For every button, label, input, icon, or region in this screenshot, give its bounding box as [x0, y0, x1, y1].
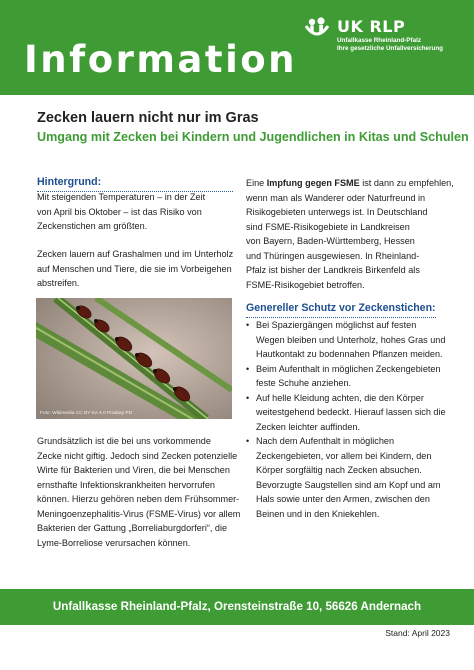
photo-credit: Foto: Wikimedia CC BY-SA 4.0 Pixabay PD — [40, 411, 133, 416]
logo-name: UK RLP — [337, 17, 406, 36]
header-title: Information — [24, 38, 298, 81]
text-line: Wegen bleiben und Unterholz, hohes Gras und — [256, 334, 446, 345]
text-line: von Bayern, Baden-Württemberg, Hessen — [246, 236, 415, 246]
text-line: Zeckenstichen am größten. — [37, 221, 148, 231]
text-line: Lyme-Borreliose verursachen können. — [37, 537, 191, 548]
text-line: Hautkontakt zu bodennahen Pflanzen meiden. — [256, 349, 443, 359]
text-line: wenn man als Wanderer oder Naturfreund in — [246, 192, 426, 203]
text-line: Körper sorgfältig nach Zecken absuchen. — [256, 465, 422, 475]
text-line: Wirte für Bakterien und Viren, die bei Menschen — [37, 465, 230, 475]
text-line: sind FSME-Risikogebiete in Landkreisen — [246, 221, 410, 232]
text-line: Beinen und in den Kniekehlen. — [256, 508, 380, 519]
text-line: Risikogebieten unterwegs ist. In Deutschland — [246, 207, 428, 217]
page-subtitle: Umgang mit Zecken bei Kindern und Jugendlichen in Kitas und Schulen — [37, 130, 469, 144]
paragraph-temperatures — [37, 190, 205, 234]
logo-line1: Unfallkasse Rheinland-Pfalz — [337, 37, 421, 44]
tick-photo-illustration — [36, 298, 232, 419]
text-line-intro — [246, 176, 454, 191]
intro-pre: Eine — [246, 178, 267, 188]
text-line: können. Hierzu gehören neben dem Frühsommer- — [37, 494, 240, 504]
logo-line2: Ihre gesetzliche Unfallversicherung — [337, 45, 444, 52]
section-heading-protection: Genereller Schutz vor Zeckenstichen: — [246, 302, 436, 314]
text-line: weitestgehend bedeckt. Hierauf lassen sich die — [256, 407, 446, 417]
text-line: und Thüringen ausgewiesen. In Rheinland- — [246, 250, 420, 261]
intro-bold: Impfung gegen FSME — [266, 178, 360, 188]
paragraph-lurking — [37, 247, 233, 291]
text-line: • Nach dem Aufenthalt in möglichen — [256, 436, 395, 446]
text-line: ernsthafte Infektionskrankheiten hervorrufen — [37, 479, 215, 490]
text-line: Zecken leichter auffinden. — [256, 421, 360, 432]
text-line: • Bei Spaziergängen möglichst auf festen — [256, 320, 417, 330]
text-line: • Beim Aufenthalt in möglichen Zeckengebieten — [256, 363, 441, 374]
text-line: Meningoenzephalitis-Virus (FSME-Virus) vor allem — [37, 508, 241, 519]
text-line: FSME-Risikogebiet betroffen. — [246, 279, 365, 290]
footer-band — [0, 589, 474, 625]
text-line: von April bis Oktober – ist das Risiko von — [37, 206, 202, 217]
text-line: Mit steigenden Temperaturen – in der Zeit — [37, 192, 206, 202]
section-heading-hintergrund: Hintergrund: — [37, 176, 102, 188]
text-line: Hals sowie unter den Armen, zwischen den — [256, 494, 430, 504]
text-line: Bevorzugte Saugstellen sind am Kopf und am — [256, 479, 441, 490]
page-title: Zecken lauern nicht nur im Gras — [37, 110, 259, 126]
text-line: Zeckengebieten, vor allem bei Kindern, den — [256, 450, 432, 461]
text-line: feste Schuhe anziehen. — [256, 378, 352, 388]
text-line: auf Menschen und Tiere, die sie im Vorbeigehen — [37, 263, 232, 274]
header-band — [0, 0, 474, 95]
paragraph-vaccination — [246, 176, 454, 292]
list-item — [246, 362, 456, 391]
text-line: abstreifen. — [37, 278, 80, 288]
text-line: Zecke nicht giftig. Jedoch sind Zecken potenzielle — [37, 450, 238, 461]
list-item — [246, 434, 456, 521]
text-line: Pfalz ist bisher der Landkreis Birkenfeld als — [246, 265, 420, 275]
text-line: Zecken lauern auf Grashalmen und im Unterholz — [37, 249, 234, 259]
stand-date: Stand: April 2023 — [385, 628, 450, 638]
protection-list — [246, 318, 456, 521]
tick-photo — [36, 298, 232, 419]
list-item — [246, 318, 456, 362]
text-line: Grundsätzlich ist die bei uns vorkommende — [37, 436, 211, 446]
figures-in-arc-icon — [304, 16, 330, 40]
text-line: Bakterien der Gattung „Borreliaburgdorferi“, die — [37, 523, 228, 533]
intro-post: ist dann zu empfehlen, — [359, 178, 454, 188]
paragraph-hosts — [37, 434, 240, 550]
uk-rlp-logo — [304, 16, 464, 56]
text-line: • Auf helle Kleidung achten, die den Körper — [256, 392, 424, 403]
list-item — [246, 391, 456, 435]
footer-address: Unfallkasse Rheinland-Pfalz, Orensteinstraße 10, 56626 Andernach — [52, 600, 422, 613]
